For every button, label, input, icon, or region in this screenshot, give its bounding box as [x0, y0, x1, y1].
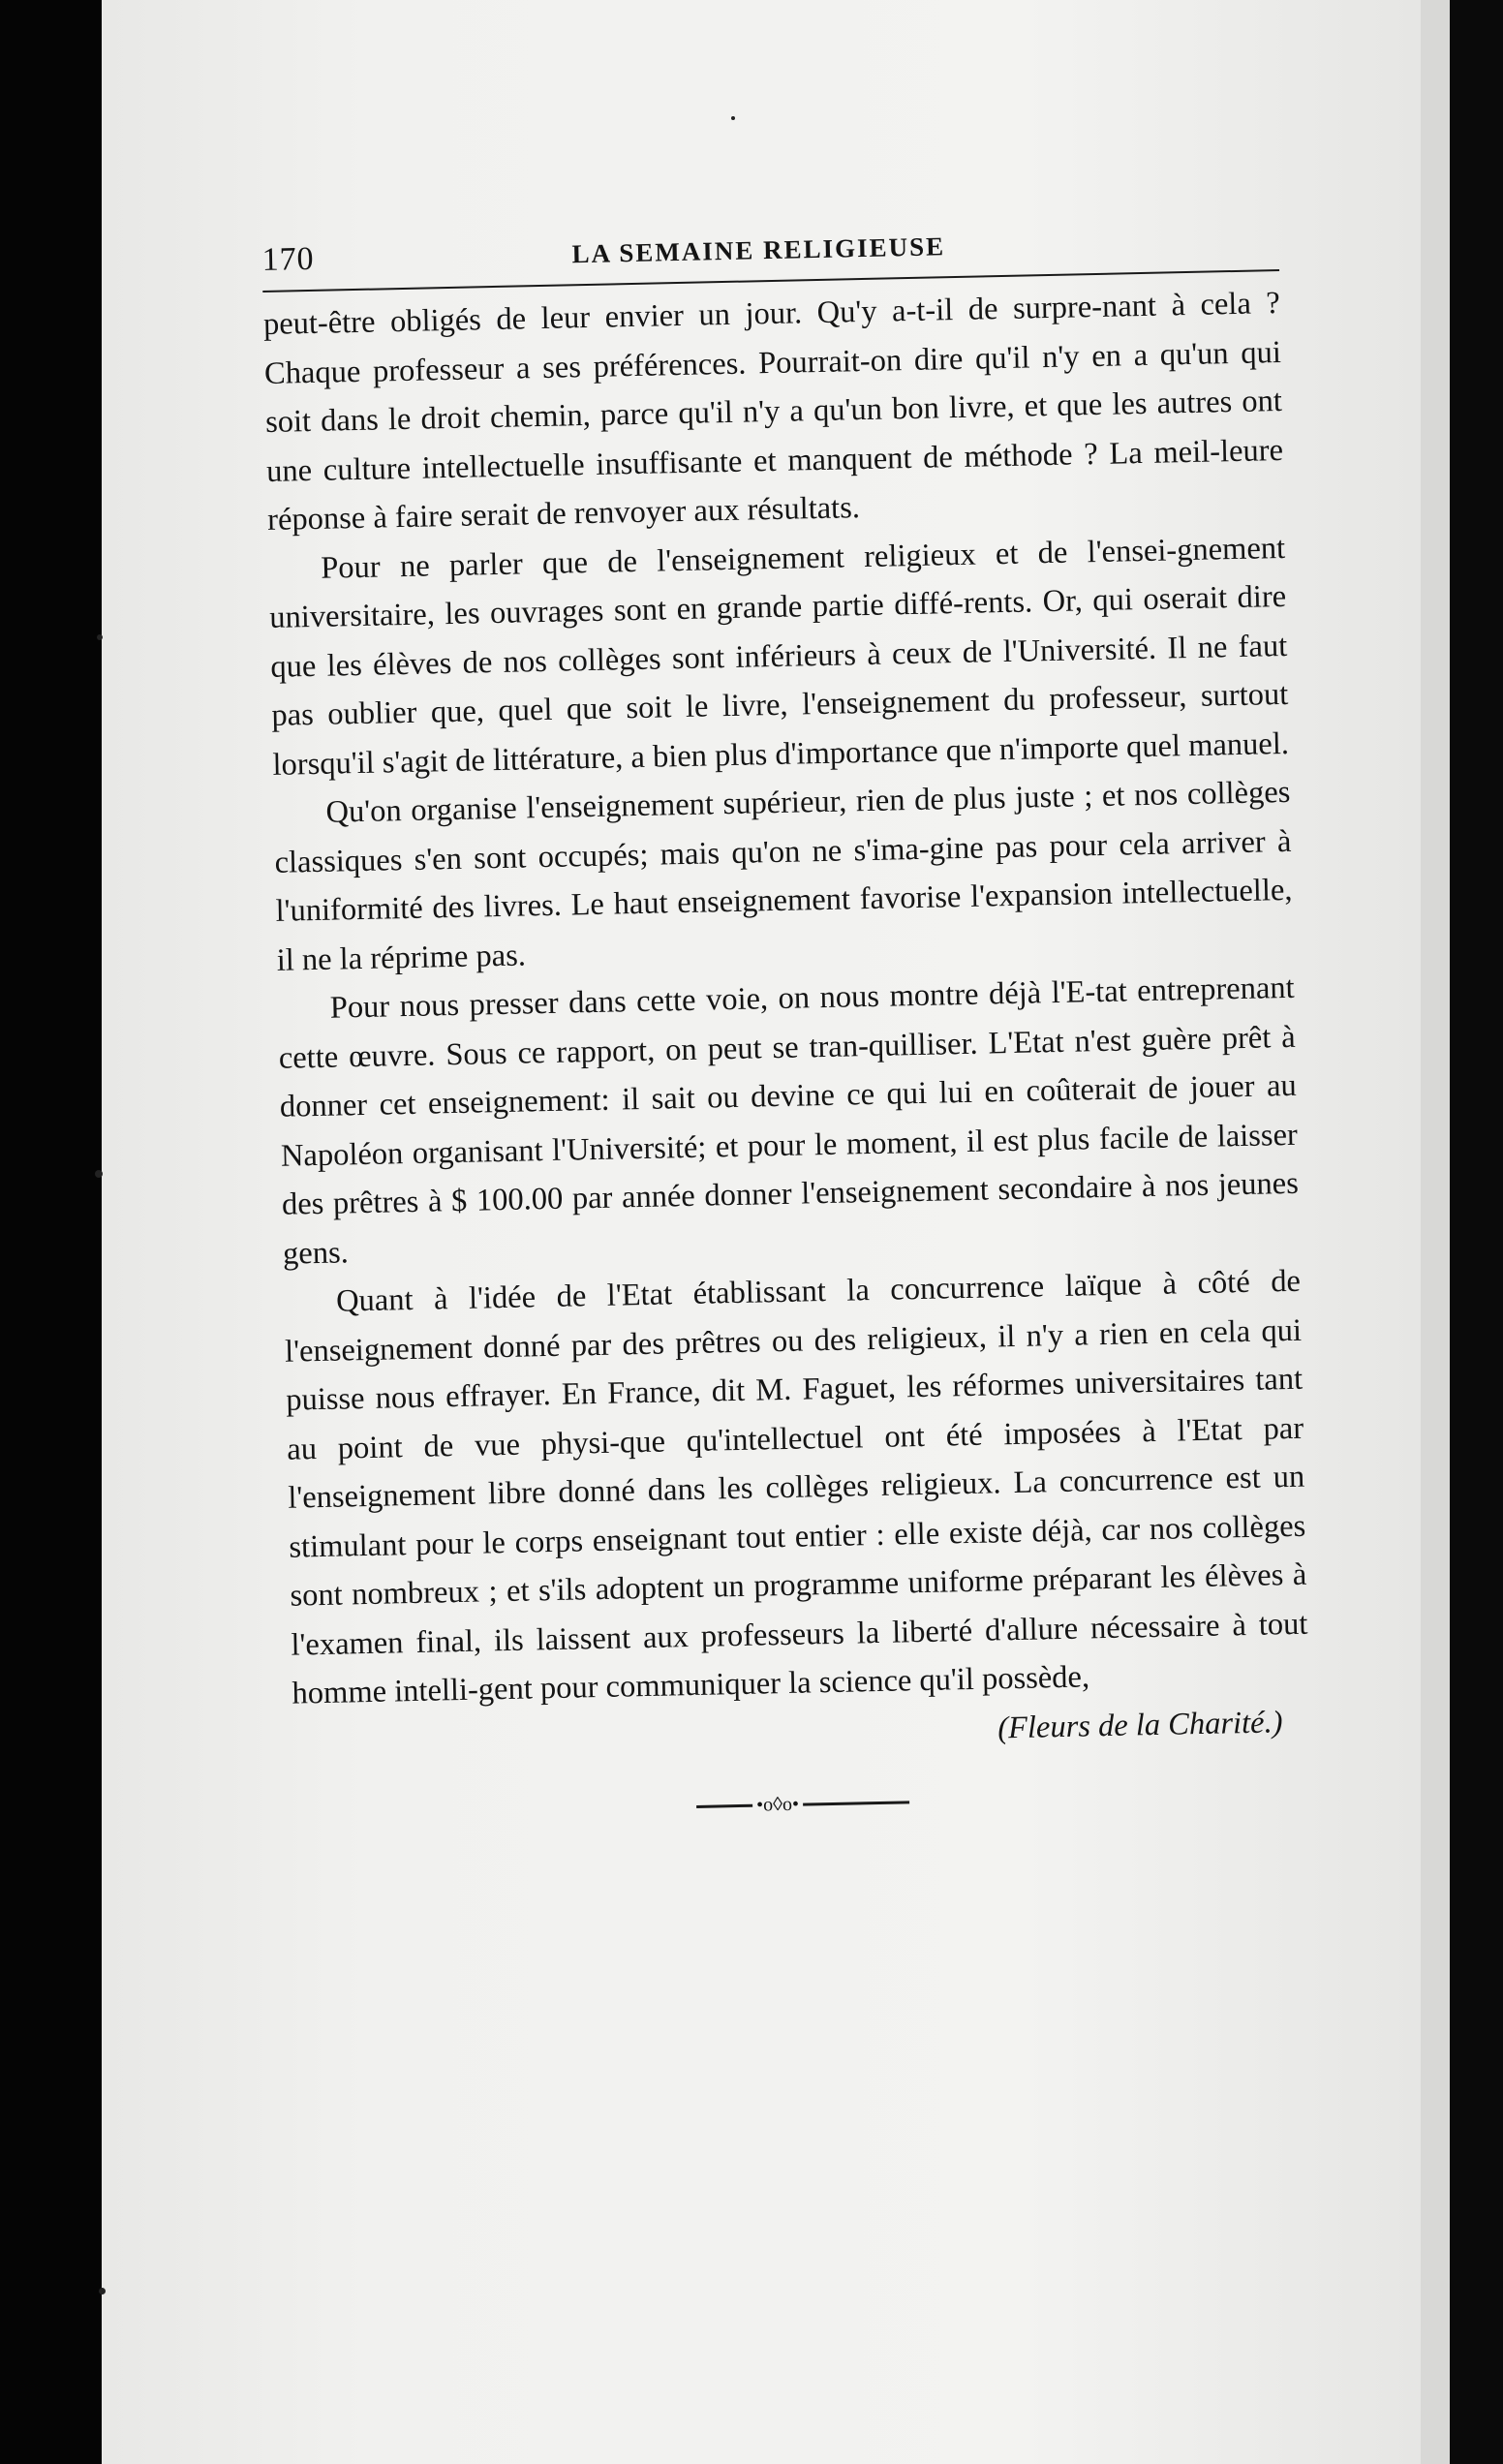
article-body: [262, 279, 1308, 1718]
running-title: LA SEMAINE RELIGIEUSE: [571, 231, 946, 269]
page-number: 170: [261, 240, 315, 278]
scan-speck: [731, 116, 735, 120]
scan-speck: [95, 1170, 103, 1178]
paragraph: Quant à l'idée de l'Etat établissant la concurrence laïque à côté de l'enseignement donné par des prêtres ou des religieux, il n'y a rien en cela qui puisse nous effrayer. En France, dit M. Faguet, les réformes universitaires tant au point de vue physi-que qu'intellectuel ont été imposées à l'Etat par l'enseignement libre donné dans les collèges religieux. La concurrence est un stimulant pour le corps enseignant tout entier : elle existe déjà, car nos collèges sont nombreux ; et s'ils adoptent un programme uniforme préparant les élèves à l'examen final, ils laissent aux professeurs la liberté d'allure nécessaire à tout homme intelli-gent pour communiquer la science qu'il possède,: [284, 1263, 1308, 1711]
paragraph: Pour nous presser dans cette voie, on nous montre déjà l'E-tat entreprenant cette œuvre. Sous ce rapport, on peut se tran-quilliser. L'Etat n'est guère prêt à donner cet enseignement: il sait ou devine ce qui lui en coûterait de jouer au Napoléon organisant l'Université; et pour le moment, il est plus facile de laisser des prêtres à $ 100.00 par année donner l'enseignement secondaire à nos jeunes gens.: [278, 970, 1300, 1272]
facing-page-edge: [1421, 0, 1450, 2464]
source-attribution: (Fleurs de la Charité.): [997, 1704, 1283, 1745]
ornament-line-left: [696, 1803, 752, 1807]
ornament-glyph: •o◊o•: [755, 1793, 800, 1816]
paragraph: Pour ne parler que de l'enseignement religieux et de l'ensei-gnement universitaire, les ouvrages sont en grande partie diffé-rents. Or, qui oserait dire que les élèves de nos collèges sont inférieurs à ceux de l'Université. Il ne faut pas oublier que, quel que soit le livre, l'enseignement du professeur, surtout lorsqu'il s'agit de littérature, a bien plus d'importance que n'importe quel manuel.: [268, 530, 1290, 783]
scan-margin-right: [1450, 0, 1503, 2464]
scan-speck: [97, 634, 103, 640]
page-content: [261, 211, 1311, 1826]
ornament-line-right: [803, 1801, 909, 1805]
paragraph: Qu'on organise l'enseignement supérieur, rien de plus juste ; et nos collèges classiques s'en sont occupés; mais qu'on ne s'ima-gine pas pour cela arriver à l'uniformité des livres. Le haut enseignement favorise l'expansion intellectuelle, il ne la réprime pas.: [274, 774, 1293, 978]
paragraph: peut-être obligés de leur envier un jour. Qu'y a-t-il de surpre-nant à cela ? Chaque professeur a ses préférences. Pourrait-on dire qu'il n'y en a qu'un qui soit dans le droit chemin, parce qu'il n'y a qu'un bon livre, et que les autres ont une culture intellectuelle insuffisante et manquent de méthode ? La meil-leure réponse à faire serait de renvoyer aux résultats.: [262, 285, 1284, 538]
scan-speck: [99, 2288, 106, 2295]
